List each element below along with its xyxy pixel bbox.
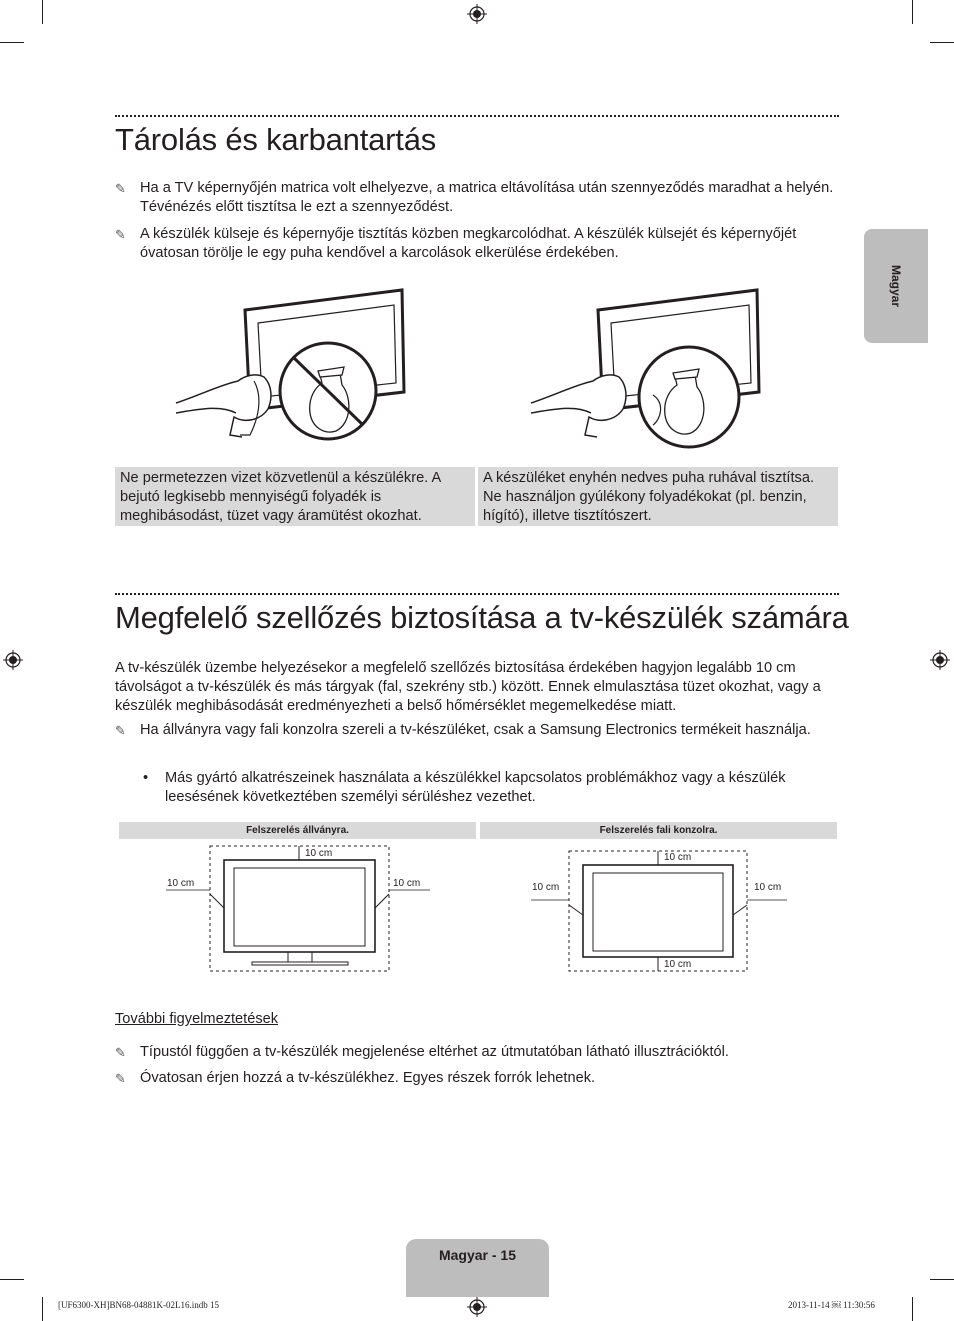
bullet-dot: • [143, 770, 149, 786]
footer-timestamp: 2013-11-14 ￼ 11:30:56 [788, 1300, 875, 1310]
dimension-label-top: 10 cm [305, 848, 333, 859]
section-title-ventilation: Megfelelő szellőzés biztosítása a tv-készülék számára [115, 600, 849, 635]
further-warnings-heading: További figyelmeztetések [115, 1011, 279, 1027]
note-text: Típustól függően a tv-készülék megjelenése eltérhet az útmutatóban látható illusztrációktól. [140, 1044, 729, 1060]
section-divider [115, 593, 839, 595]
illustration-wipe-cloth [525, 285, 765, 455]
crosshair-registration-icon [467, 1297, 487, 1317]
page-number-label: Magyar - 15 [438, 1247, 517, 1263]
diagram-stand-installation [160, 840, 440, 975]
caption-do-not-spray [115, 467, 475, 526]
dimension-label-top: 10 cm [664, 852, 692, 863]
dimension-label-bottom: 10 cm [664, 959, 692, 970]
crop-mark [0, 42, 24, 43]
dimension-label-left: 10 cm [167, 878, 195, 889]
pencil-note-icon: ✎ [115, 723, 126, 738]
crosshair-registration-icon [930, 650, 950, 670]
crop-mark [42, 1297, 43, 1321]
note-item [115, 1069, 839, 1088]
bullet-item [143, 769, 833, 807]
note-item [115, 225, 839, 263]
crop-mark [912, 0, 913, 24]
crop-mark [0, 1279, 24, 1280]
section-title-storage: Tárolás és karbantartás [115, 122, 437, 157]
pencil-note-icon: ✎ [115, 181, 126, 196]
footer-file-name: [UF6300-XH]BN68-04881K-02L16.indb 15 [58, 1300, 219, 1310]
ventilation-intro: A tv-készülék üzembe helyezésekor a megfelelő szellőzés biztosítása érdekében hagyjon legalább 10 cm távolságot a tv-készülék és más tárgyak (fal, szekrény stb.) között. Ennek elmulasztása tüzet okozhat, vagy a készülék meghibásodását eredményezheti a belső hőmérséklet megemelkedése miatt. [115, 660, 821, 714]
note-text: Ha a TV képernyőjén matrica volt elhelyezve, a matrica eltávolítása után szennyeződés maradhat a helyén. Tévénézés előtt tisztítsa le ezt a szennyeződést. [140, 180, 834, 215]
note-item [115, 721, 839, 740]
caption-wipe-cloth [478, 467, 838, 526]
section-divider [115, 115, 839, 117]
crop-mark [930, 42, 954, 43]
language-side-tab [864, 229, 928, 343]
crop-mark [42, 0, 43, 24]
note-text: A készülék külseje és képernyője tisztítás közben megkarcolódhat. A készülék külsejét és képernyőjét óvatosan törölje le egy puha kendővel a karcolások elkerülése érdekében. [140, 226, 797, 261]
crop-mark [930, 1279, 954, 1280]
illustration-do-not-spray [170, 285, 410, 455]
note-item [115, 1043, 839, 1062]
dimension-label-right: 10 cm [393, 878, 421, 889]
crop-mark [912, 1297, 913, 1321]
bullet-text: Más gyártó alkatrészeinek használata a készülékkel kapcsolatos problémákhoz vagy a készülék leesésének következtében személyi sérüléshez vezethet. [165, 770, 786, 805]
dimension-label-right: 10 cm [754, 882, 782, 893]
diagram-heading-stand: Felszerelés állványra. [119, 822, 476, 839]
pencil-note-icon: ✎ [115, 1045, 126, 1060]
caption-text: A készüléket enyhén nedves puha ruhával tisztítsa. Ne használjon gyúlékony folyadékokat (pl. benzin, hígító), illetve tisztítószert. [483, 470, 814, 524]
note-item [115, 179, 839, 217]
page-number-tab [406, 1239, 549, 1297]
pencil-note-icon: ✎ [115, 227, 126, 242]
diagram-heading-wall: Felszerelés fali konzolra. [480, 822, 837, 839]
side-tab-label: Magyar [889, 264, 903, 308]
dimension-label-left: 10 cm [532, 882, 560, 893]
diagram-wall-installation [525, 845, 800, 975]
note-text: Ha állványra vagy fali konzolra szereli a tv-készüléket, csak a Samsung Electronics termékeit használja. [140, 722, 811, 738]
note-text: Óvatosan érjen hozzá a tv-készülékhez. Egyes részek forrók lehetnek. [140, 1070, 596, 1086]
crosshair-registration-icon [3, 650, 23, 670]
pencil-note-icon: ✎ [115, 1071, 126, 1086]
caption-text: Ne permetezzen vizet közvetlenül a készülékre. A bejutó legkisebb mennyiségű folyadék is meghibásodást, tüzet vagy áramütést okozhat. [120, 470, 441, 524]
crosshair-registration-icon [467, 4, 487, 24]
